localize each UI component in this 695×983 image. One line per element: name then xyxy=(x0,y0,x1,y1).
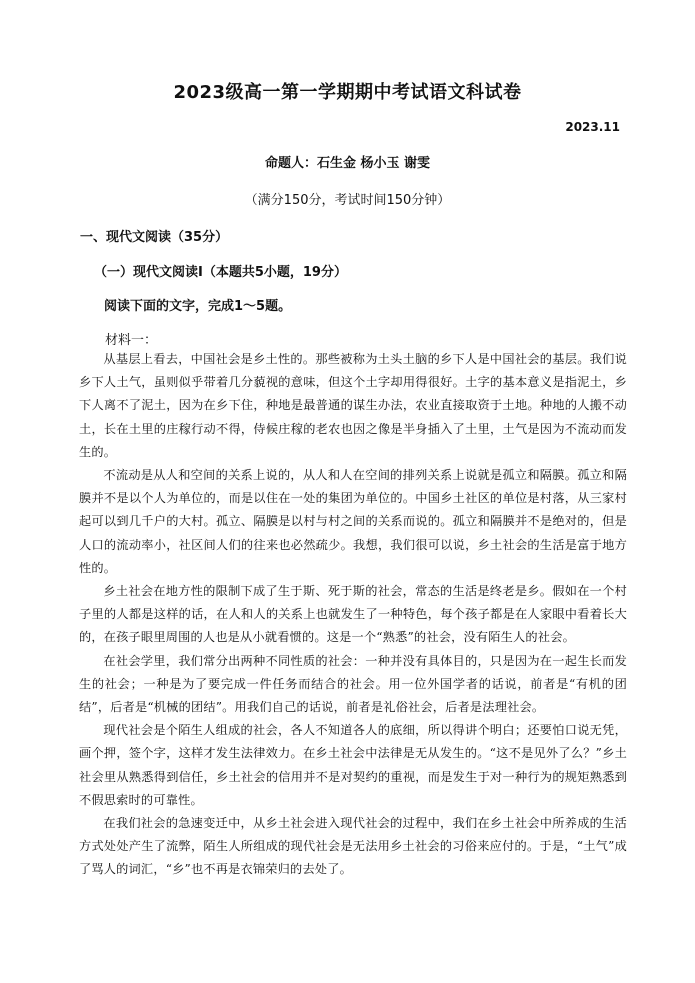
paragraph: 在社会学里，我们常分出两种不同性质的社会：一种并没有具体目的，只是因为在一起生长而发生的社会；一种是为了要完成一件任务而结合的社会。用一位外国学者的话说，前者是“有机的团结”，后者是“机械的团结”。用我们自己的话说，前者是礼俗社会，后者是法理社会。 xyxy=(79,653,627,715)
exam-date: 2023.11 xyxy=(565,120,620,134)
paragraph: 现代社会是个陌生人组成的社会，各人不知道各人的底细，所以得讲个明白；还要怕口说无凭，画个押，签个字，这样才发生法律效力。在乡土社会中法律是无从发生的。“这不是见外了么？”乡土社会里从熟悉得到信任，乡土社会的信用并不是对契约的重视，而是发生于对一种行为的规矩熟悉到不假思索时的可靠性。 xyxy=(79,723,627,807)
paragraph: 在我们社会的急速变迁中，从乡土社会进入现代社会的过程中，我们在乡土社会中所养成的生活方式处处产生了流弊，陌生人所组成的现代社会是无法用乡土社会的习俗来应付的。于是，“土气”成了骂人的词汇，“乡”也不再是衣锦荣归的去处了。 xyxy=(79,816,627,877)
material-label: 材料一： xyxy=(105,333,158,348)
reading-instruction: 阅读下面的文字，完成1～5题。 xyxy=(104,299,292,314)
material-body xyxy=(79,348,627,882)
paragraph: 不流动是从人和空间的关系上说的，从人和人在空间的排列关系上说就是孤立和隔膜。孤立和隔膜并不是以个人为单位的，而是以住在一处的集团为单位的。中国乡土社区的单位是村落，从三家村起可以到几千户的大村。孤立、隔膜是以村与村之间的关系而说的。孤立和隔膜并不是绝对的，但是人口的流动率小，社区间人们的往来也必然疏少。我想，我们很可以说，乡土社会的生活是富于地方性的。 xyxy=(79,468,627,575)
subsection-heading: （一）现代文阅读Ⅰ（本题共5小题，19分） xyxy=(94,265,347,280)
section-heading: 一、现代文阅读（35分） xyxy=(80,230,229,245)
exam-authors: 命题人：石生金 杨小玉 谢雯 xyxy=(264,156,431,171)
paragraph: 乡土社会在地方性的限制下成了生于斯、死于斯的社会，常态的生活是终老是乡。假如在一个村子里的人都是这样的话，在人和人的关系上也就发生了一种特色，每个孩子都是在人家眼中看着长大的，在孩子眼里周围的人也是从小就看惯的。这是一个“熟悉”的社会，没有陌生人的社会。 xyxy=(79,584,627,645)
exam-info: （满分150分，考试时间150分钟） xyxy=(244,193,451,208)
paragraph: 从基层上看去，中国社会是乡土性的。那些被称为土头土脑的乡下人是中国社会的基层。我们说乡下人土气，虽则似乎带着几分藐视的意味，但这个土字却用得很好。土字的基本意义是指泥土，乡下人离不了泥土，因为在乡下住，种地是最普通的谋生办法，农业直接取资于土地。种地的人搬不动土，长在土里的庄稼行动不得，侍候庄稼的老农也因之像是半身插入了土里，土气是因为不流动而发生的。 xyxy=(79,352,627,459)
exam-title: 2023级高一第一学期期中考试语文科试卷 xyxy=(173,82,522,103)
